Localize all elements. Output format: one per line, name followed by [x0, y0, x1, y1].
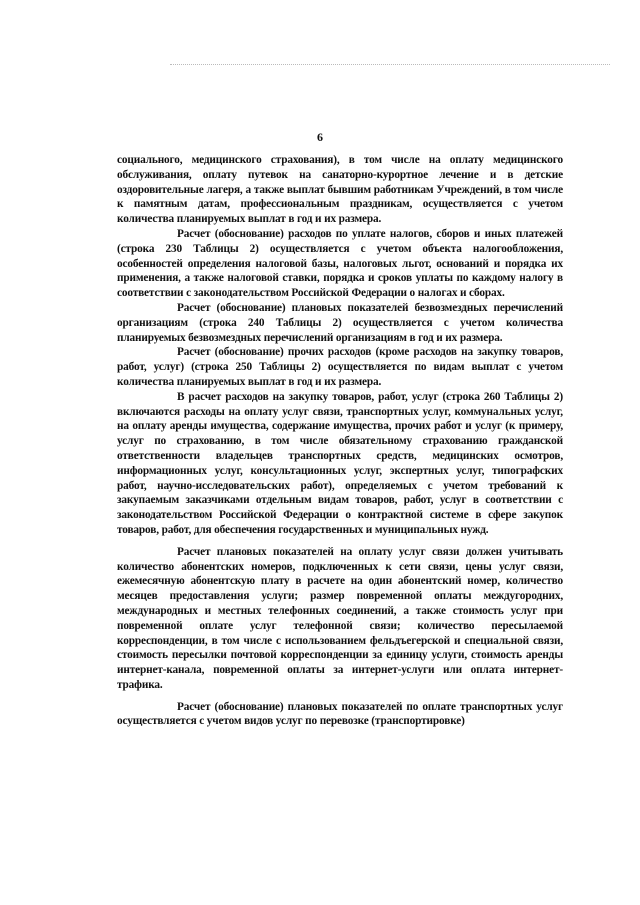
- paragraph-procurement: В расчет расходов на закупку товаров, работ, услуг (строка 260 Таблицы 2) включаются расходы на оплату услуг связи, транспортных услуг, коммунальных услуг, на оплату аренды имущества, содержание имущества, прочих работ и услуг (к примеру, услуг по страхованию, в том числе обязательному страхованию гражданской ответственности владельцев транспортных средств, медицинских осмотров, информационных услуг, консультационных услуг, экспертных услуг, типографских работ, научно-исследовательских работ), определяемых с учетом требований к закупаемым заказчиками отдельным видам товаров, работ, услуг в соответствии с законодательством Российской Федерации о контрактной системе в сфере закупок товаров, работ, для обеспечения государственных и муниципальных нужд.: [117, 390, 563, 536]
- paragraph-transfers: Расчет (обоснование) плановых показателей безвозмездных перечислений организациям (строка 240 Таблицы 2) осуществляется с учетом количества планируемых безвозмездных перечислений организациям в год и их размера.: [117, 301, 563, 344]
- paragraph-communication: Расчет плановых показателей на оплату услуг связи должен учитывать количество абонентских номеров, подключенных к сети связи, цены услуг связи, ежемесячную абонентскую плату в расчете на один абонентский номер, количество месяцев предоставления услуги; размер повременной оплаты междугородних, международных и местных телефонных соединений, а также стоимость услуг при повременной оплате услуг телефонной связи; количество пересылаемой корреспонденции, в том числе с использованием фельдъегерской и специальной связи, стоимость пересылки почтовой корреспонденции за единицу услуги, стоимость аренды интернет-канала, повременной оплаты за интернет-услуги или оплата интернет-трафика.: [117, 545, 563, 691]
- document-body: [117, 153, 563, 729]
- page-number: 6: [317, 130, 323, 144]
- scan-edge-line: [170, 64, 610, 65]
- paragraph-taxes: Расчет (обоснование) расходов по уплате налогов, сборов и иных платежей (строка 230 Таблицы 2) осуществляется с учетом объекта налогообложения, особенностей определения налоговой базы, налоговых льгот, оснований и порядка их применения, а также налоговой ставки, порядка и сроков уплаты по каждому налогу в соответствии с законодательством Российской Федерации о налогах и сборах.: [117, 227, 563, 300]
- paragraph-other-expenses: Расчет (обоснование) прочих расходов (кроме расходов на закупку товаров, работ, услуг) (строка 250 Таблицы 2) осуществляется по видам выплат с учетом количества планируемых выплат в год и их размера.: [117, 346, 563, 388]
- paragraph-continuation: социального, медицинского страхования), в том числе на оплату медицинского обслуживания, оплату путевок на санаторно-курортное лечение и в детские оздоровительные лагеря, а также выплат бывшим работникам Учреждений, в том числе к памятным датам, профессиональным праздникам, осуществляется с учетом количества планируемых выплат в год и их размера.: [117, 154, 563, 226]
- paragraph-transport: Расчет (обоснование) плановых показателей по оплате транспортных услуг осуществляется с учетом видов услуг по перевозке (транспортировке): [117, 700, 563, 728]
